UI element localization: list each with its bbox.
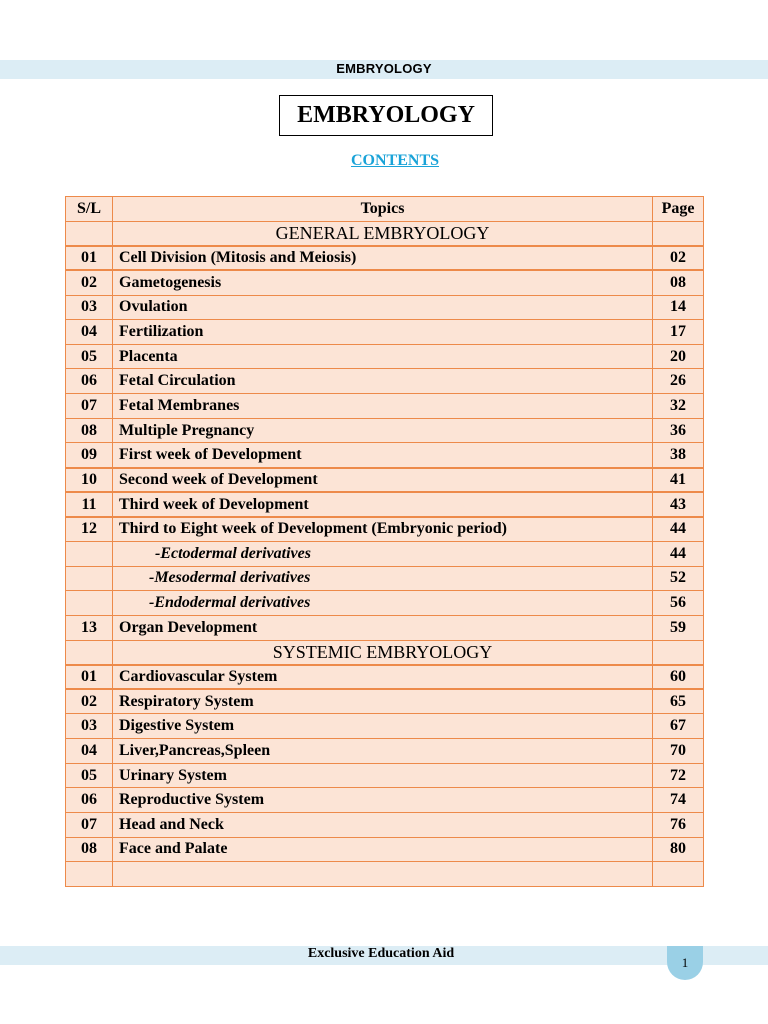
row-topic: Liver,Pancreas,Spleen bbox=[113, 739, 653, 764]
row-subtopic: -Mesodermal derivatives bbox=[113, 566, 653, 591]
row-sl: 05 bbox=[66, 344, 113, 369]
row-sl: 08 bbox=[66, 837, 113, 862]
row-page: 56 bbox=[653, 591, 704, 616]
row-sl: 03 bbox=[66, 295, 113, 320]
section-row-systemic bbox=[66, 640, 704, 665]
table-row-sub bbox=[66, 566, 704, 591]
header-sl: S/L bbox=[66, 197, 113, 222]
running-footer: Exclusive Education Aid bbox=[307, 946, 455, 961]
document-title: EMBRYOLOGY bbox=[279, 95, 493, 136]
row-page: 44 bbox=[653, 541, 704, 566]
empty-cell bbox=[66, 221, 113, 246]
table-row bbox=[66, 517, 704, 542]
header-page: Page bbox=[653, 197, 704, 222]
row-page: 70 bbox=[653, 739, 704, 764]
table-row bbox=[66, 615, 704, 640]
table-row bbox=[66, 714, 704, 739]
row-page: 32 bbox=[653, 394, 704, 419]
row-page: 38 bbox=[653, 443, 704, 468]
row-sl: 13 bbox=[66, 615, 113, 640]
section-row-general bbox=[66, 221, 704, 246]
row-page: 26 bbox=[653, 369, 704, 394]
table-row bbox=[66, 492, 704, 517]
table-row bbox=[66, 344, 704, 369]
row-page: 52 bbox=[653, 566, 704, 591]
row-subtopic: -Ectodermal derivatives bbox=[113, 541, 653, 566]
row-sl: 10 bbox=[66, 468, 113, 493]
row-sl: 07 bbox=[66, 813, 113, 838]
table-row bbox=[66, 665, 704, 690]
row-topic: Organ Development bbox=[113, 615, 653, 640]
empty-cell bbox=[66, 541, 113, 566]
row-page: 36 bbox=[653, 418, 704, 443]
row-sl: 06 bbox=[66, 369, 113, 394]
row-page: 44 bbox=[653, 517, 704, 542]
row-sl: 04 bbox=[66, 320, 113, 345]
row-page: 20 bbox=[653, 344, 704, 369]
table-header-row bbox=[66, 197, 704, 222]
row-sl: 12 bbox=[66, 517, 113, 542]
empty-cell bbox=[66, 591, 113, 616]
row-sl: 05 bbox=[66, 763, 113, 788]
row-topic: Ovulation bbox=[113, 295, 653, 320]
row-page: 67 bbox=[653, 714, 704, 739]
row-page: 17 bbox=[653, 320, 704, 345]
empty-cell bbox=[66, 640, 113, 665]
running-header: EMBRYOLOGY bbox=[336, 61, 432, 76]
table-row bbox=[66, 689, 704, 714]
table-row bbox=[66, 394, 704, 419]
contents-heading: CONTENTS bbox=[350, 152, 440, 169]
table-row bbox=[66, 246, 704, 271]
row-topic: Respiratory System bbox=[113, 689, 653, 714]
row-topic: Multiple Pregnancy bbox=[113, 418, 653, 443]
row-page: 41 bbox=[653, 468, 704, 493]
table-row bbox=[66, 369, 704, 394]
contents-table bbox=[65, 196, 704, 887]
row-topic: Face and Palate bbox=[113, 837, 653, 862]
row-sl: 01 bbox=[66, 665, 113, 690]
row-topic: Placenta bbox=[113, 344, 653, 369]
row-sl: 02 bbox=[66, 689, 113, 714]
row-page: 72 bbox=[653, 763, 704, 788]
row-topic: Fetal Circulation bbox=[113, 369, 653, 394]
empty-cell bbox=[113, 862, 653, 887]
row-page: 80 bbox=[653, 837, 704, 862]
table-row-sub bbox=[66, 591, 704, 616]
table-row bbox=[66, 813, 704, 838]
row-topic: Fetal Membranes bbox=[113, 394, 653, 419]
table-row-empty bbox=[66, 862, 704, 887]
row-sl: 03 bbox=[66, 714, 113, 739]
table-row bbox=[66, 739, 704, 764]
row-topic: Cardiovascular System bbox=[113, 665, 653, 690]
table-row-sub bbox=[66, 541, 704, 566]
table-row bbox=[66, 837, 704, 862]
header-topics: Topics bbox=[113, 197, 653, 222]
row-sl: 07 bbox=[66, 394, 113, 419]
page-number-tab bbox=[667, 946, 703, 980]
table-row bbox=[66, 295, 704, 320]
row-topic: Fertilization bbox=[113, 320, 653, 345]
empty-cell bbox=[653, 640, 704, 665]
row-sl: 02 bbox=[66, 270, 113, 295]
page-number: 1 bbox=[681, 955, 689, 970]
empty-cell bbox=[653, 221, 704, 246]
row-topic: Reproductive System bbox=[113, 788, 653, 813]
row-topic: Urinary System bbox=[113, 763, 653, 788]
section-title-systemic: SYSTEMIC EMBRYOLOGY bbox=[113, 640, 653, 665]
row-page: 59 bbox=[653, 615, 704, 640]
empty-cell bbox=[66, 566, 113, 591]
row-sl: 01 bbox=[66, 246, 113, 271]
row-topic: Digestive System bbox=[113, 714, 653, 739]
row-page: 74 bbox=[653, 788, 704, 813]
row-page: 02 bbox=[653, 246, 704, 271]
row-topic: Third to Eight week of Development (Embryonic period) bbox=[113, 517, 653, 542]
table-row bbox=[66, 320, 704, 345]
table-row bbox=[66, 443, 704, 468]
row-topic: Gametogenesis bbox=[113, 270, 653, 295]
row-topic: Cell Division (Mitosis and Meiosis) bbox=[113, 246, 653, 271]
row-sl: 04 bbox=[66, 739, 113, 764]
row-subtopic: -Endodermal derivatives bbox=[113, 591, 653, 616]
row-page: 43 bbox=[653, 492, 704, 517]
row-page: 08 bbox=[653, 270, 704, 295]
section-title-general: GENERAL EMBRYOLOGY bbox=[113, 221, 653, 246]
row-page: 14 bbox=[653, 295, 704, 320]
table-row bbox=[66, 418, 704, 443]
row-topic: Second week of Development bbox=[113, 468, 653, 493]
row-sl: 11 bbox=[66, 492, 113, 517]
table-row bbox=[66, 468, 704, 493]
table-row bbox=[66, 270, 704, 295]
row-topic: First week of Development bbox=[113, 443, 653, 468]
row-page: 60 bbox=[653, 665, 704, 690]
empty-cell bbox=[653, 862, 704, 887]
row-topic: Third week of Development bbox=[113, 492, 653, 517]
row-sl: 09 bbox=[66, 443, 113, 468]
row-page: 76 bbox=[653, 813, 704, 838]
table-row bbox=[66, 788, 704, 813]
row-sl: 08 bbox=[66, 418, 113, 443]
row-sl: 06 bbox=[66, 788, 113, 813]
row-topic: Head and Neck bbox=[113, 813, 653, 838]
row-page: 65 bbox=[653, 689, 704, 714]
table-row bbox=[66, 763, 704, 788]
empty-cell bbox=[66, 862, 113, 887]
